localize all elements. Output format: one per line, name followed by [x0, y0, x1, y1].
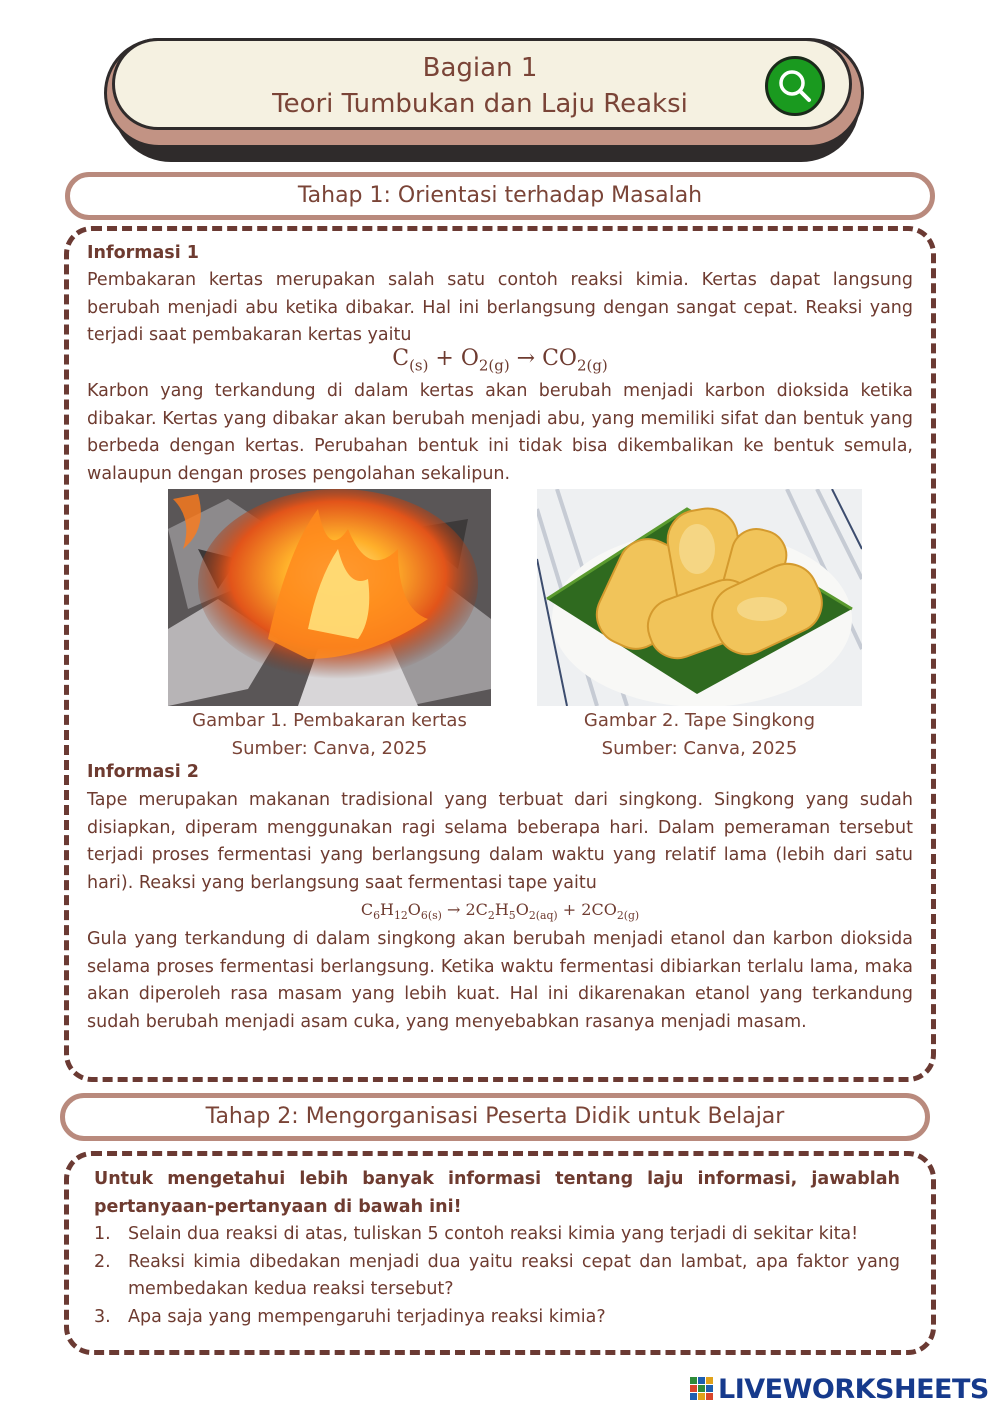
questions-list [94, 1221, 900, 1331]
question-text: Reaksi kimia dibedakan menjadi dua yaitu reaksi cepat dan lambat, apa faktor yang membedakan kedua reaksi tersebut? [128, 1251, 900, 1300]
figure-2-title: Gambar 2. Tape Singkong [583, 710, 816, 731]
info-1-paragraph-2: Karbon yang terkandung di dalam kertas akan berubah menjadi karbon dioksida ketika dibakar. Kertas yang dibakar akan berubah menjadi abu, yang memiliki sifat dan bentuk yang berbeda dengan kertas. Perubahan bentuk ini tidak bisa dikembalikan ke bentuk semula, walaupun dengan proses pengolahan sekalipun. [87, 381, 913, 484]
equation-combustion: $C_{(s)} + O_{2(g)} \to CO_{2(g)}$ [392, 346, 608, 375]
title-line-2: Teori Tumbukan dan Laju Reaksi [272, 89, 688, 119]
figure-1-caption [168, 707, 491, 763]
question-number: 3. [94, 1306, 111, 1327]
info-2-heading: Informasi 2 [87, 762, 199, 782]
figure-2-source: Sumber: Canva, 2025 [601, 738, 798, 759]
tape-singkong-image [537, 489, 862, 706]
figure-2-caption [537, 707, 862, 763]
info-2-paragraph-2: Gula yang terkandung di dalam singkong akan berubah menjadi etanol dan karbon dioksida selama proses fermentasi berlangsung. Ketika waktu fermentasi dibiarkan terlalu lama, maka akan diperoleh rasa masam yang lebih kuat. Hal ini dikarenakan etanol yang terkandung sudah berubah menjadi asam cuka, yang menyebabkan rasanya menjadi masam. [87, 929, 913, 1032]
info-2-paragraph-1: Tape merupakan makanan tradisional yang terbuat dari singkong. Singkong yang sudah disiapkan, diperam menggunakan ragi selama beberapa hari. Dalam pemeraman tersebut terjadi proses fermentasi yang berlangsung dalam waktu yang relatif lama (lebih dari satu hari). Reaksi yang berlangsung saat fermentasi tape yaitu [87, 790, 913, 893]
stage-1-heading: Tahap 1: Orientasi terhadap Masalah [65, 172, 935, 220]
figure-1-source: Sumber: Canva, 2025 [231, 738, 428, 759]
question-item [94, 1221, 900, 1249]
liveworksheets-logo-icon [690, 1377, 714, 1401]
question-item [94, 1249, 900, 1304]
question-number: 1. [94, 1224, 111, 1244]
question-number: 2. [94, 1251, 111, 1272]
footer-brand[interactable] [690, 1374, 990, 1404]
page-title [200, 50, 760, 122]
footer-brand-text: LIVEWORKSHEETS [718, 1374, 989, 1405]
equation-fermentation: $C_6H_{12}O_{6(s)} \to 2C_2H_5O_{2(aq)} + 2CO_{2(g)}$ [360, 900, 640, 923]
questions-intro: Untuk mengetahui lebih banyak informasi tentang laju informasi, jawablah pertanyaan-pertanyaan di bawah ini! [94, 1169, 900, 1217]
magnifier-icon [768, 59, 822, 113]
question-text: Selain dua reaksi di atas, tuliskan 5 contoh reaksi kimia yang terjadi di sekitar kita! [128, 1224, 859, 1244]
info-1-paragraph-1: Pembakaran kertas merupakan salah satu contoh reaksi kimia. Kertas dapat langsung berubah menjadi abu ketika dibakar. Hal ini berlangsung dengan sangat cepat. Reaksi yang terjadi saat pembakaran kertas yaitu [87, 270, 913, 346]
question-text: Apa saja yang mempengaruhi terjadinya reaksi kimia? [128, 1306, 606, 1327]
stage-2-heading: Tahap 2: Mengorganisasi Peserta Didik untuk Belajar [60, 1093, 930, 1141]
search-button[interactable] [765, 56, 825, 116]
burning-paper-image [168, 489, 491, 706]
question-item [94, 1304, 900, 1332]
title-line-1: Bagian 1 [422, 53, 538, 83]
info-1-heading: Informasi 1 [87, 243, 199, 263]
figure-1-title: Gambar 1. Pembakaran kertas [192, 710, 467, 731]
